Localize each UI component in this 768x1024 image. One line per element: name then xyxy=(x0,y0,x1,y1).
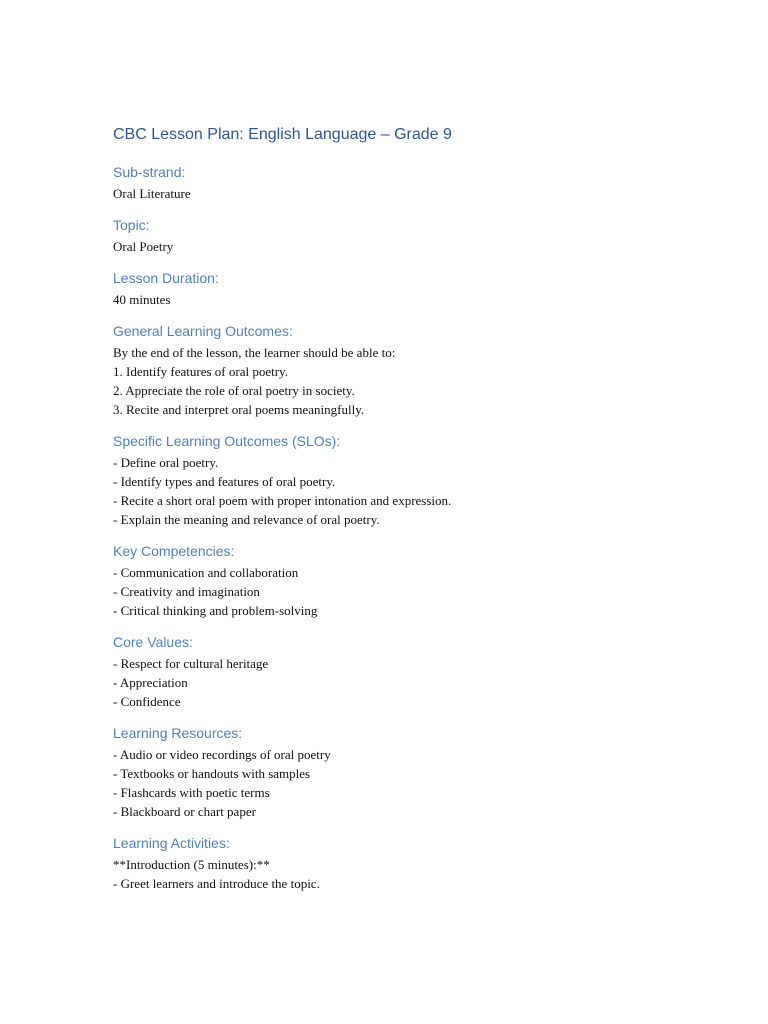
section-line: - Confidence xyxy=(113,694,181,709)
section-heading: Lesson Duration: xyxy=(113,270,219,286)
section-heading: Learning Resources: xyxy=(113,725,243,741)
section-sub-strand xyxy=(113,162,713,203)
section-line: - Textbooks or handouts with samples xyxy=(113,766,311,781)
section-line: - Flashcards with poetic terms xyxy=(113,785,270,800)
section-core-values xyxy=(113,632,713,711)
section-heading: Sub-strand: xyxy=(113,164,186,180)
document-content xyxy=(113,124,713,893)
section-line: - Appreciation xyxy=(113,675,188,690)
section-learning-activities xyxy=(113,833,713,893)
section-line: 3. Recite and interpret oral poems meaningfully. xyxy=(113,402,365,417)
section-line: **Introduction (5 minutes):** xyxy=(113,857,270,872)
section-line: Oral Literature xyxy=(113,186,191,201)
section-line: - Audio or video recordings of oral poetry xyxy=(113,747,331,762)
section-line: - Creativity and imagination xyxy=(113,584,260,599)
document-title: CBC Lesson Plan: English Language – Grade 9 xyxy=(113,126,452,143)
section-lesson-duration xyxy=(113,268,713,309)
section-line: - Explain the meaning and relevance of oral poetry. xyxy=(113,512,380,527)
section-topic xyxy=(113,215,713,256)
section-heading: Key Competencies: xyxy=(113,543,235,559)
section-line: 2. Appreciate the role of oral poetry in society. xyxy=(113,383,355,398)
section-general-learning-outcomes xyxy=(113,321,713,419)
section-line: - Greet learners and introduce the topic. xyxy=(113,876,320,891)
section-learning-resources xyxy=(113,723,713,821)
section-key-competencies xyxy=(113,541,713,620)
section-line: - Recite a short oral poem with proper intonation and expression. xyxy=(113,493,452,508)
section-heading: Specific Learning Outcomes (SLOs): xyxy=(113,433,341,449)
section-line: - Blackboard or chart paper xyxy=(113,804,256,819)
section-line: Oral Poetry xyxy=(113,239,174,254)
section-line: 40 minutes xyxy=(113,292,171,307)
section-line: - Define oral poetry. xyxy=(113,455,219,470)
section-line: - Communication and collaboration xyxy=(113,565,299,580)
section-heading: Topic: xyxy=(113,217,150,233)
section-heading: Core Values: xyxy=(113,634,193,650)
section-line: - Critical thinking and problem-solving xyxy=(113,603,318,618)
section-heading: Learning Activities: xyxy=(113,835,230,851)
section-line: - Identify types and features of oral poetry. xyxy=(113,474,336,489)
section-line: By the end of the lesson, the learner should be able to: xyxy=(113,345,396,360)
section-line: - Respect for cultural heritage xyxy=(113,656,269,671)
section-specific-learning-outcomes xyxy=(113,431,713,529)
section-line: 1. Identify features of oral poetry. xyxy=(113,364,288,379)
section-heading: General Learning Outcomes: xyxy=(113,323,293,339)
